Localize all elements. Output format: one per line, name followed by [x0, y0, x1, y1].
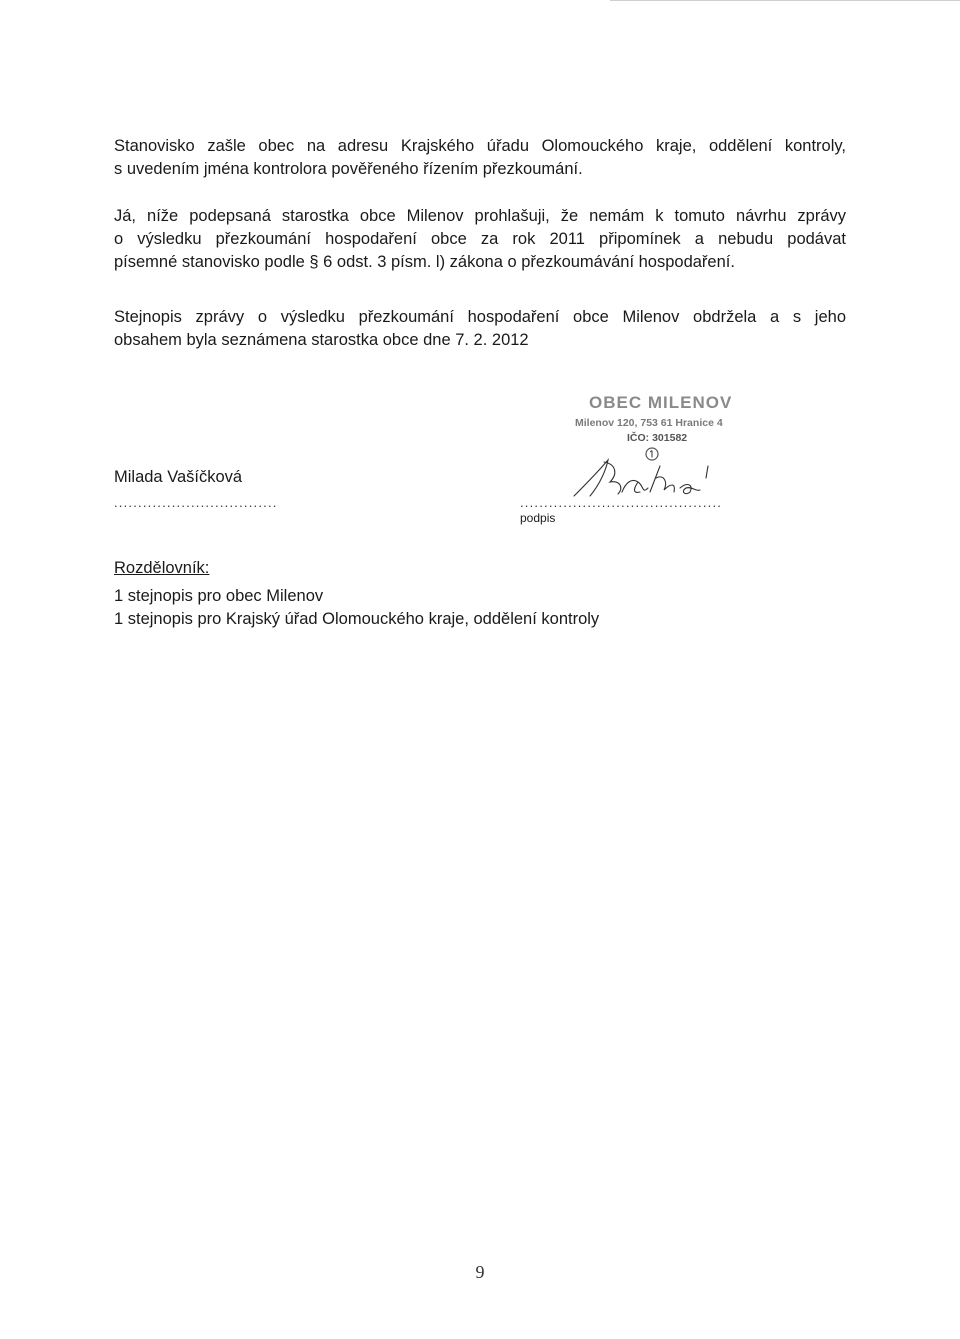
paragraph-mayor-declaration: [114, 205, 846, 274]
paragraph-copy-received: [114, 306, 846, 352]
distribution-list: [114, 585, 599, 631]
signature-dotted-line: ..........................................: [520, 495, 723, 510]
paragraph-opinion-delivery: [114, 135, 846, 181]
stamp-title: OBEC MILENOV: [589, 393, 733, 412]
distribution-heading: Rozdělovník:: [114, 559, 210, 577]
stamp-id: IČO: 301582: [627, 432, 688, 444]
scan-edge-line: [610, 0, 960, 1]
list-item: 1 stejnopis pro Krajský úřad Olomouckého kraje, oddělení kontroly: [114, 610, 600, 628]
text-line: Stanovisko zašle obec na adresu Krajského úřadu Olomouckého kraje, oddělení kontroly,: [114, 137, 846, 155]
text-line: o výsledku přezkoumání hospodaření obce za rok 2011 připomínek a nebudu podávat: [114, 230, 846, 248]
name-dotted-line: ..................................: [114, 495, 278, 510]
text-line: obsahem byla seznámena starostka obce dne 7. 2. 2012: [114, 331, 529, 349]
page-number: 9: [475, 1262, 485, 1282]
stamp-address: Milenov 120, 753 61 Hranice 4: [575, 417, 723, 429]
text-line: Stejnopis zprávy o výsledku přezkoumání hospodaření obce Milenov obdržela a s jeho: [114, 308, 846, 326]
text-line: písemné stanovisko podle § 6 odst. 3 písm. l) zákona o přezkoumávání hospodaření.: [114, 253, 735, 271]
signer-name: Milada Vašíčková: [114, 468, 243, 486]
text-line: s uvedením jména kontrolora pověřeného řízením přezkoumání.: [114, 160, 583, 178]
signature-caption: podpis: [520, 511, 556, 525]
text-line: Já, níže podepsaná starostka obce Milenov prohlašuji, že nemám k tomuto návrhu zprávy: [114, 207, 846, 225]
list-item: 1 stejnopis pro obec Milenov: [114, 587, 324, 605]
